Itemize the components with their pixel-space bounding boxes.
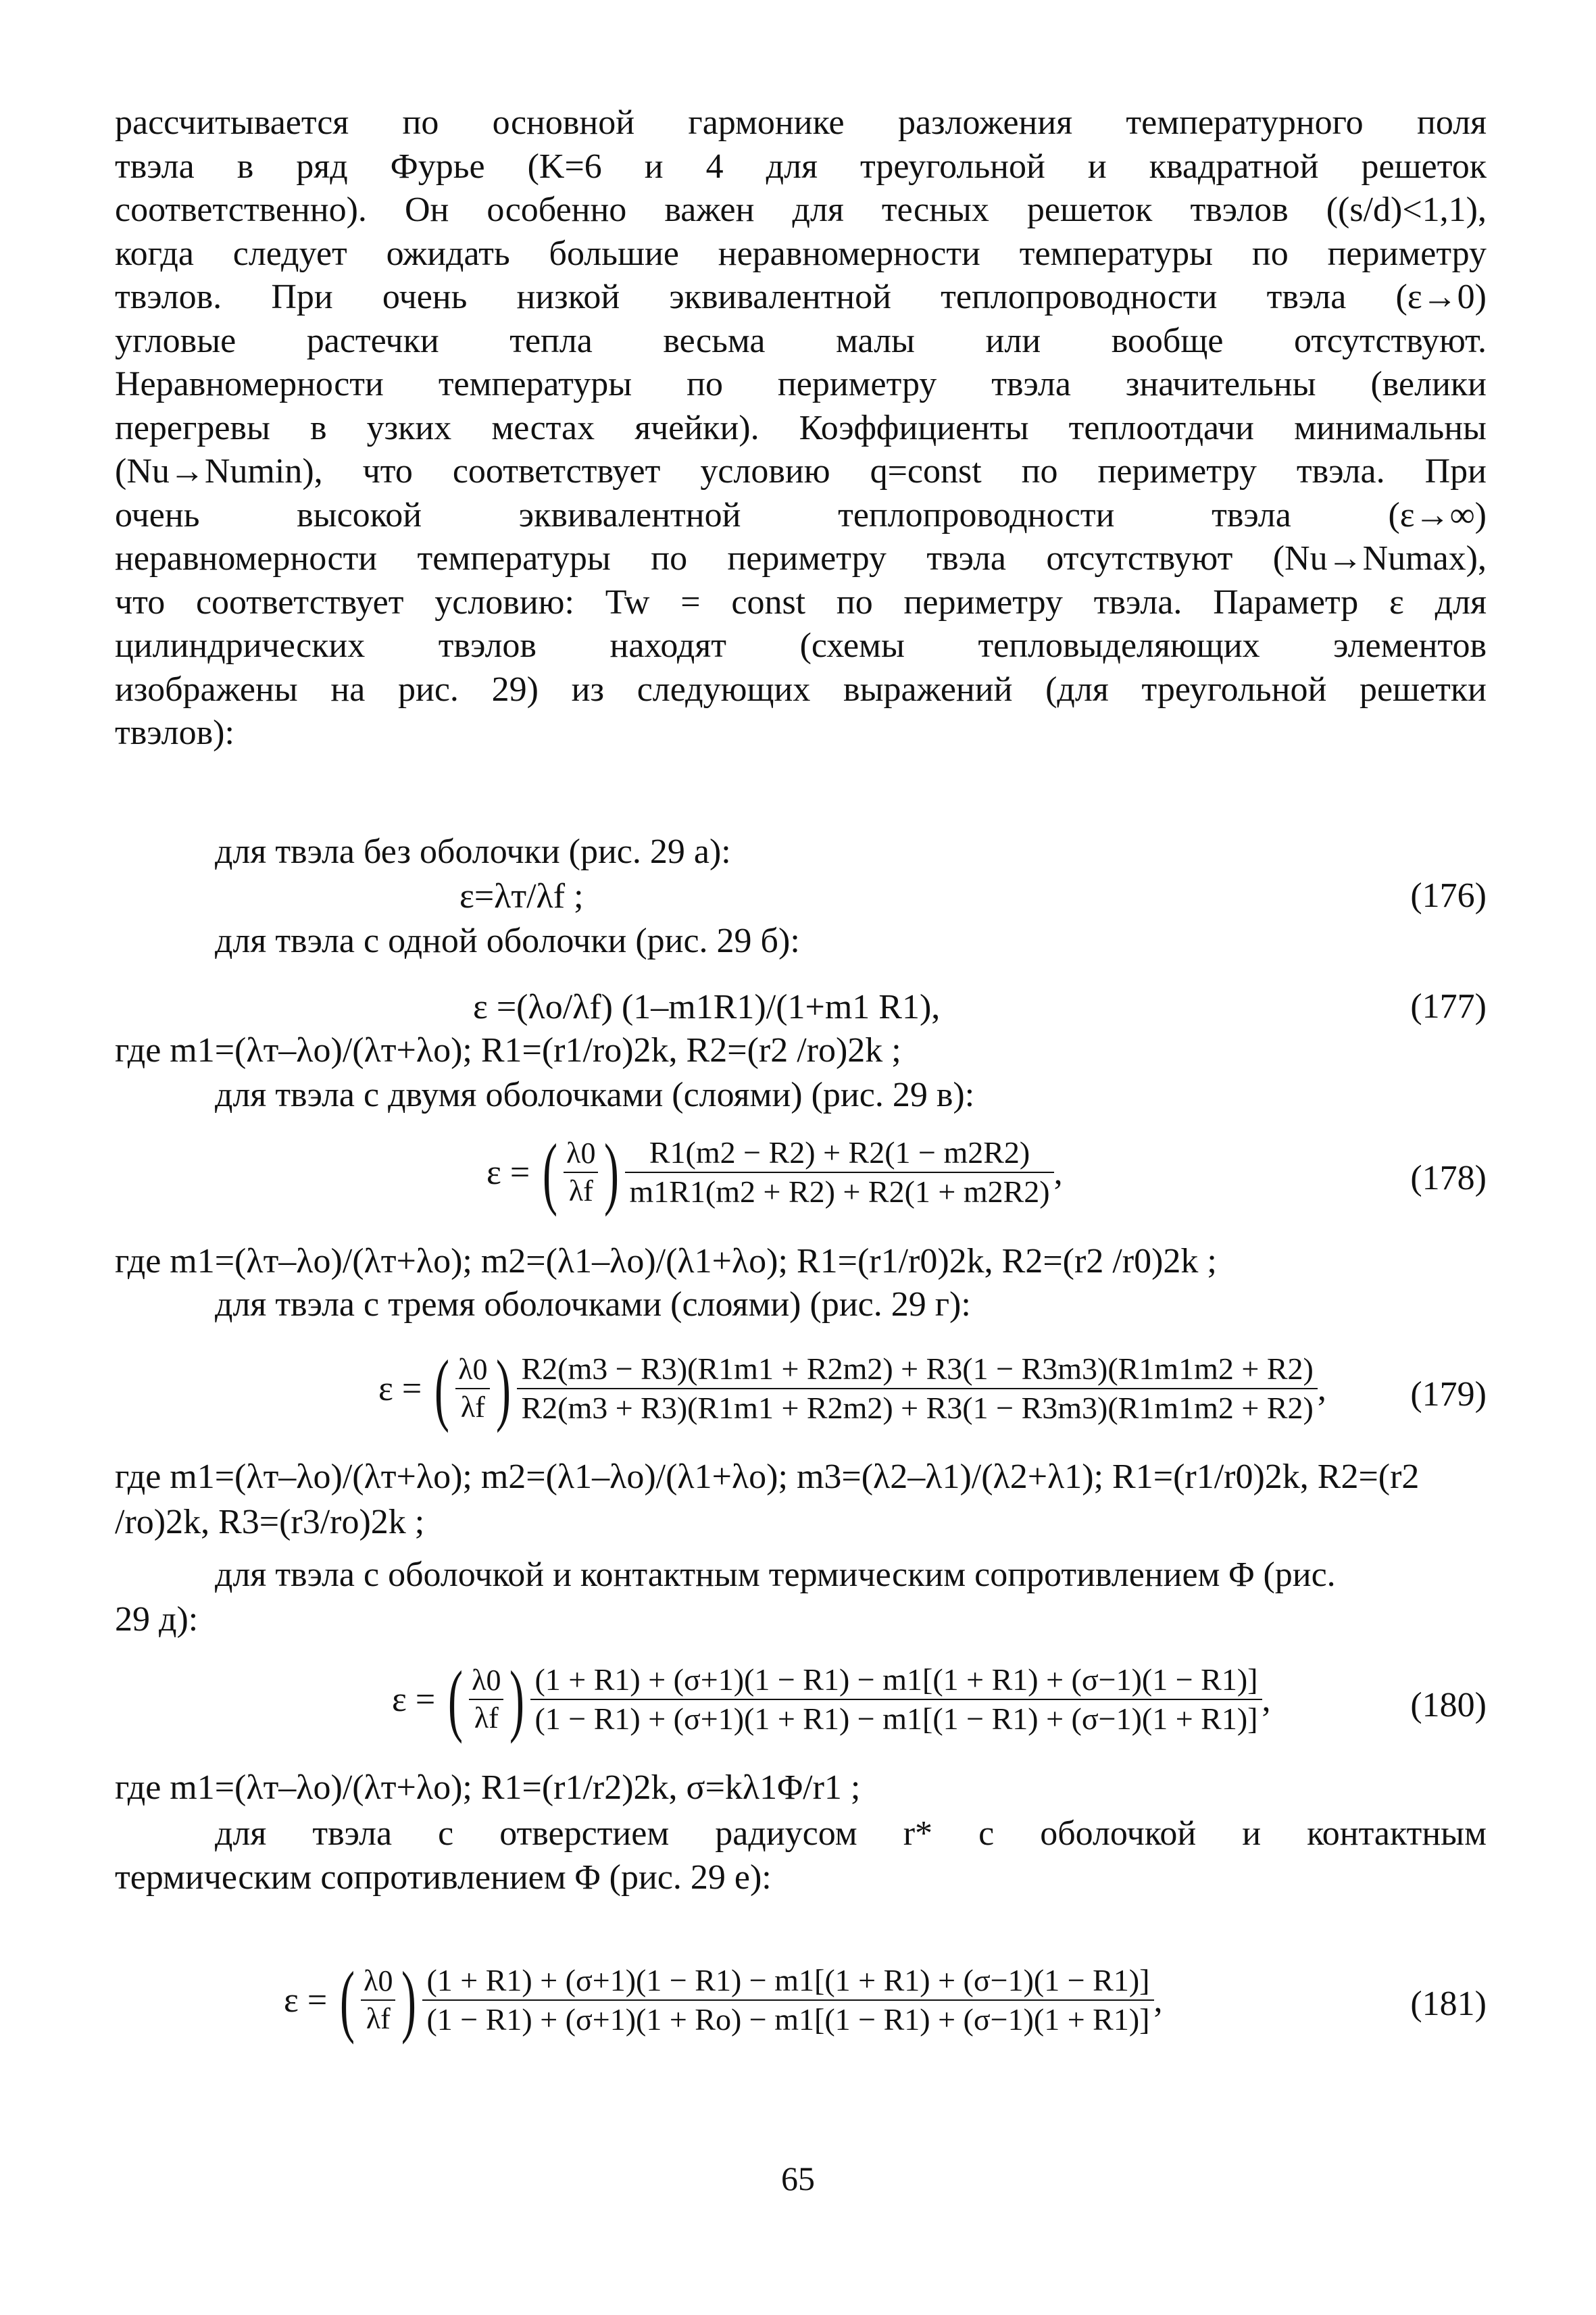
lambda-f: λf <box>460 1391 485 1424</box>
case2-where: где m1=(λт–λo)/(λт+λo); R1=(r1/ro)2k, R2=(r2 /ro)2k ; <box>115 1031 901 1070</box>
case5-label-line2: 29 д): <box>115 1600 199 1639</box>
fraction-179 <box>517 1350 1317 1427</box>
case5-label-line1: для твэла с оболочкой и контактным термическим сопротивлением Φ (рис. <box>215 1555 1336 1594</box>
epsilon-symbol: ε = <box>392 1680 436 1719</box>
text-line: угловые растечки тепла весьма малы или вообще отсутствуют. <box>115 321 1487 360</box>
intro-paragraph <box>115 101 1487 755</box>
text-line: соответственно). Он особенно важен для тесных решеток твэлов ((s/d)<1,1), <box>115 191 1487 229</box>
epsilon-symbol: ε = <box>378 1369 422 1408</box>
formula-181: ε = ( $\frac{\lambda 0}{\lambda f}$ ) $\frac{(1 + R1) + (\sigma+1)(1 - R1) - m1[(1 + R1) + (\sigma-1)(1 - R1)]}{(1 - R1) + (\sigma+1)(1 + Ro) - m1[(1 - R1) + (\sigma-1)(1 + R1)]}$ , <box>284 1955 1163 2045</box>
lambda-ratio <box>455 1351 490 1426</box>
text-line: Неравномерности температуры по периметру твэла значительны (велики <box>115 365 1487 403</box>
formula-176: ε=λт/λf ; <box>459 877 584 916</box>
lambda-zero: λ0 <box>455 1351 490 1389</box>
text-line: что соответствует условию: Tw = const по периметру твэла. Параметр ε для <box>115 582 1487 622</box>
lambda-ratio <box>361 1963 395 2037</box>
case3-where: где m1=(λт–λo)/(λт+λo); m2=(λ1–λo)/(λ1+λo); R1=(r1/r0)2k, R2=(r2 /r0)2k ; <box>115 1242 1217 1280</box>
denominator-181: (1 − R1) + (σ+1)(1 + Ro) − m1[(1 − R1) + (σ−1)(1 + R1)] <box>426 2002 1150 2037</box>
text-line: (Nu→Numin), что соответствует условию q=const по периметру твэла. При <box>115 452 1487 491</box>
denominator-179: R2(m3 + R3)(R1m1 + R2m2) + R3(1 − R3m3)(R1m1m2 + R2) <box>521 1391 1314 1425</box>
epsilon-symbol: ε = <box>487 1153 530 1192</box>
fraction-181 <box>422 1962 1153 2039</box>
formula-179: ε = ( $\frac{\lambda 0}{\lambda f}$ ) $\frac{R2(m3 - R3)(R1m1 + R2m2) + R3(1 - R3m3)(R1m1m2 + R2)}{R2(m3 + R3)(R1m1 + R2m2) + R3(1 - R3m3)(R1m1m2 + R2)}$ , <box>378 1343 1326 1433</box>
numerator-179: R2(m3 − R3)(R1m1 + R2m2) + R3(1 − R3m3)(R1m1m2 + R2) <box>517 1350 1317 1389</box>
equation-number-181: (181) <box>1410 1985 1487 2023</box>
text-line: неравномерности температуры по периметру твэла отсутствуют (Nu→Numax), <box>115 539 1487 578</box>
text-line: твэла в ряд Фурье (K=6 и 4 для треугольной и квадратной решеток <box>115 147 1487 186</box>
formula-180: ε = ( $\frac{\lambda 0}{\lambda f}$ ) $\frac{(1 + R1) + (\sigma+1)(1 - R1) - m1[(1 + R1) + (\sigma-1)(1 - R1)]}{(1 - R1) + (\sigma+1)(1 + R1) - m1[(1 - R1) + (\sigma-1)(1 + R1)]}$ , <box>392 1654 1271 1744</box>
text-line: твэлов): <box>115 714 234 752</box>
text-line: цилиндрических твэлов находят (схемы тепловыделяющих элементов <box>115 626 1487 665</box>
case6-label <box>115 1812 1487 1899</box>
case5-where: где m1=(λт–λo)/(λт+λo); R1=(r1/r2)2k, σ=kλ1Φ/r1 ; <box>115 1768 861 1807</box>
text-line: когда следует ожидать большие неравномерности температуры по периметру <box>115 234 1487 273</box>
lambda-zero: λ0 <box>469 1662 503 1700</box>
equation-number-179: (179) <box>1410 1375 1487 1414</box>
equation-number-178: (178) <box>1410 1159 1487 1197</box>
lambda-f: λf <box>568 1174 593 1208</box>
text-line: изображены на рис. 29) из следующих выражений (для треугольной решетки <box>115 670 1487 709</box>
formula-178: ε = ( $\frac{\lambda 0}{\lambda f}$ ) $\frac{R1(m2 - R2) + R2(1 - m2R2)}{m1R1(m2 + R2) + R2(1 + m2R2)}$ , <box>487 1127 1063 1217</box>
case1-label: для твэла без оболочки (рис. 29 а): <box>215 832 731 871</box>
formula-177: ε =(λo/λf) (1–m1R1)/(1+m1 R1), <box>473 988 941 1026</box>
fraction-178 <box>625 1134 1053 1211</box>
case3-label: для твэла с двумя оболочками (слоями) (рис. 29 в): <box>215 1076 975 1114</box>
case4-where-line1: где m1=(λт–λo)/(λт+λo); m2=(λ1–λo)/(λ1+λo); m3=(λ2–λ1)/(λ2+λ1); R1=(r1/r0)2k, R2=(r2 <box>115 1458 1420 1496</box>
numerator-180: (1 + R1) + (σ+1)(1 − R1) − m1[(1 + R1) + (σ−1)(1 − R1)] <box>530 1661 1262 1700</box>
denominator-178: m1R1(m2 + R2) + R2(1 + m2R2) <box>629 1174 1050 1209</box>
numerator-181: (1 + R1) + (σ+1)(1 − R1) − m1[(1 + R1) + (σ−1)(1 − R1)] <box>422 1962 1153 2001</box>
text-line: перегревы в узких местах ячейки). Коэффициенты теплоотдачи минимальны <box>115 408 1487 447</box>
equation-number-180: (180) <box>1410 1686 1487 1724</box>
equation-number-177: (177) <box>1410 987 1487 1026</box>
lambda-ratio <box>469 1662 503 1737</box>
text-line: твэлов. При очень низкой эквивалентной теплопроводности твэла (ε→0) <box>115 278 1487 316</box>
numerator-178: R1(m2 − R2) + R2(1 − m2R2) <box>625 1134 1053 1173</box>
page-number: 65 <box>781 2160 815 2197</box>
lambda-f: λf <box>474 1701 499 1735</box>
lambda-zero: λ0 <box>361 1963 395 2001</box>
equation-number-176: (176) <box>1410 876 1487 915</box>
fraction-180 <box>530 1661 1262 1738</box>
text-line: очень высокой эквивалентной теплопроводности твэла (ε→∞) <box>115 495 1487 534</box>
case4-label: для твэла с тремя оболочками (слоями) (рис. 29 г): <box>215 1285 971 1324</box>
lambda-zero: λ0 <box>564 1135 598 1173</box>
text-line: для твэла с отверстием радиусом r* с оболочкой и контактным <box>215 1814 1487 1853</box>
text-line: термическим сопротивлением Φ (рис. 29 е): <box>115 1858 772 1897</box>
lambda-f: λf <box>366 2002 391 2035</box>
case2-label: для твэла с одной оболочки (рис. 29 б): <box>215 922 800 960</box>
case4-where-line2: /ro)2k, R3=(r3/ro)2k ; <box>115 1503 425 1541</box>
epsilon-symbol: ε = <box>284 1981 328 2020</box>
lambda-ratio <box>564 1135 598 1210</box>
denominator-180: (1 − R1) + (σ+1)(1 + R1) − m1[(1 − R1) + (σ−1)(1 + R1)] <box>534 1701 1258 1736</box>
text-line: рассчитывается по основной гармонике разложения температурного поля <box>115 103 1487 142</box>
